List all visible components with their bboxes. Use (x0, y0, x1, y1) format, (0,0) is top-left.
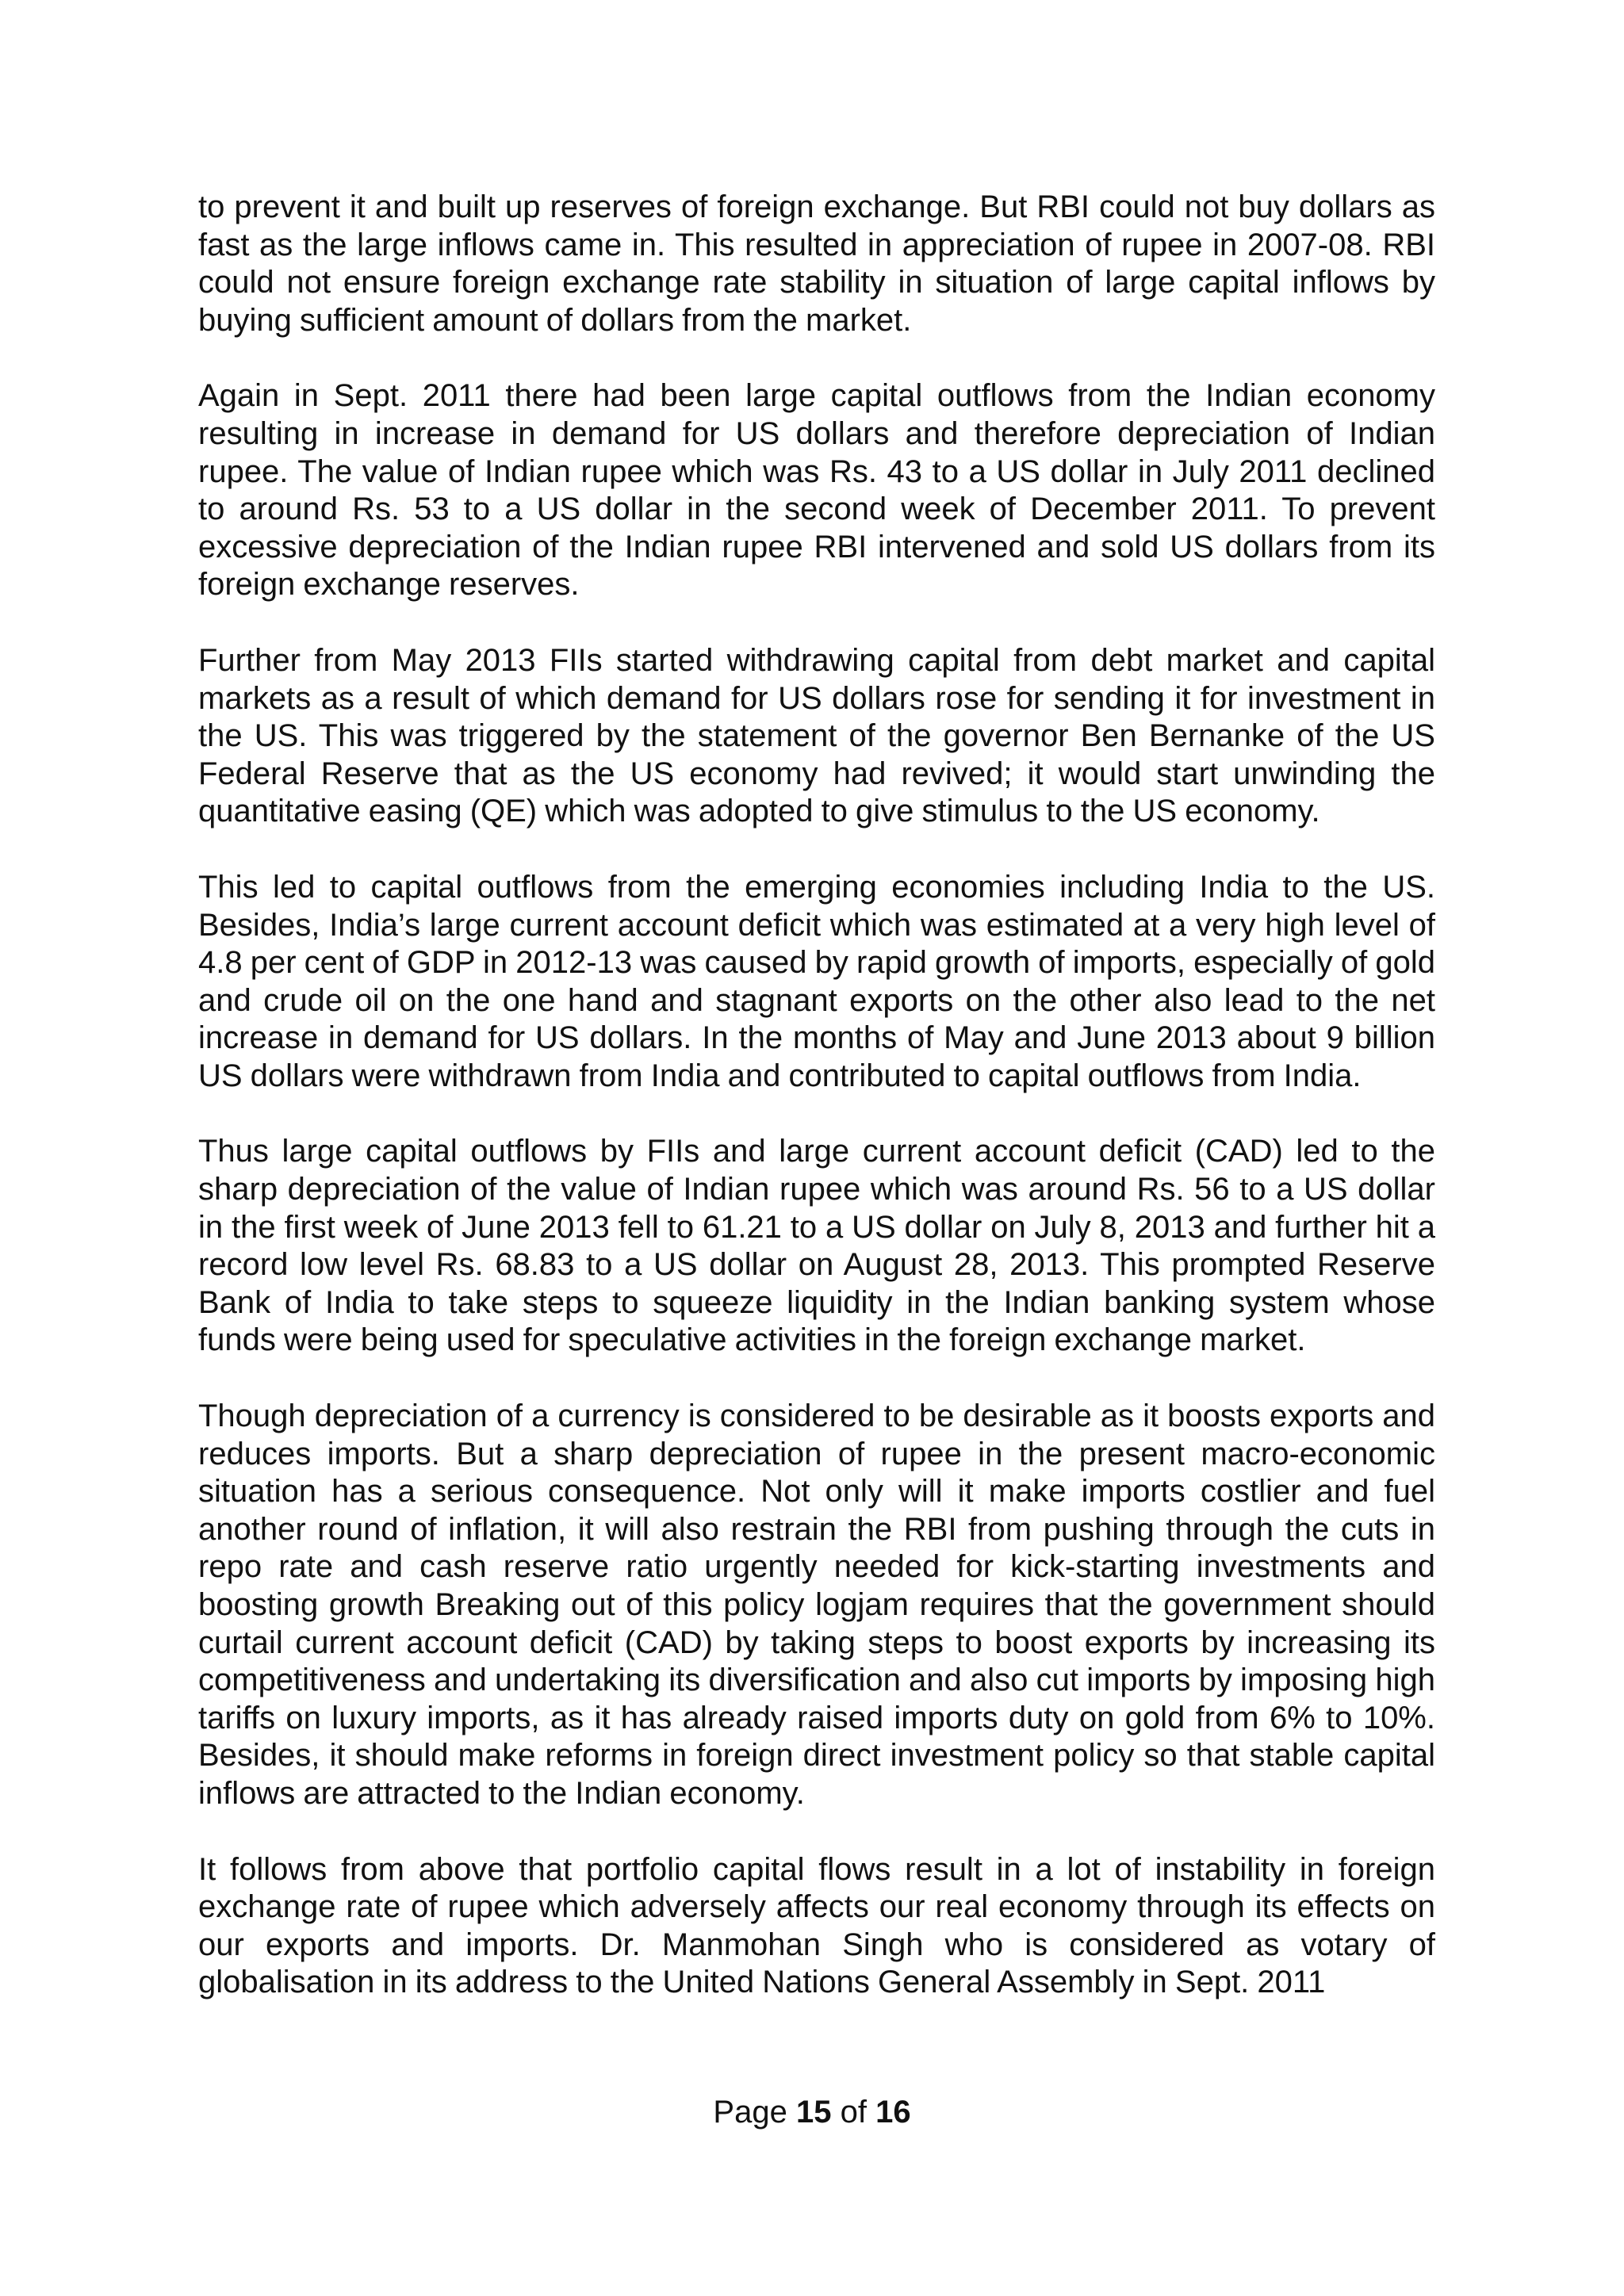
paragraph-4: This led to capital outflows from the emerging economies including India to the US. Besides, India’s large current account deficit which was estimated at a very high level of 4.8 per cent of GDP in 2012-13 was caused by rapid growth of imports, especially of gold and crude oil on the one hand and stagnant exports on the other also lead to the net increase in demand for US dollars. In the months of May and June 2013 about 9 billion US dollars were withdrawn from India and contributed to capital outflows from India. (198, 869, 1435, 1093)
paragraph-5: Thus large capital outflows by FIIs and large current account deficit (CAD) led to the sharp depreciation of the value of Indian rupee which was around Rs. 56 to a US dollar in the first week of June 2013 fell to 61.21 to a US dollar on July 8, 2013 and further hit a record low level Rs. 68.83 to a US dollar on August 28, 2013. This prompted Reserve Bank of India to take steps to squeeze liquidity in the Indian banking system whose funds were being used for speculative activities in the foreign exchange market. (198, 1134, 1435, 1358)
page-separator: of (840, 2095, 867, 2130)
paragraph-7: It follows from above that portfolio capital flows result in a lot of instability in foreign exchange rate of rupee which adversely affects our real economy through its effects on our exports and imports. Dr. Manmohan Singh who is considered as votary of globalisation in its address to the United Nations General Assembly in Sept. 2011 (198, 1851, 1435, 2000)
page-label: Page (713, 2095, 787, 2130)
document-body (198, 189, 1435, 2040)
paragraph-3: Further from May 2013 FIIs started withdrawing capital from debt market and capital markets as a result of which demand for US dollars rose for sending it for investment in the US. This was triggered by the statement of the governor Ben Bernanke of the US Federal Reserve that as the US economy had revived; it would start unwinding the quantitative easing (QE) which was adopted to give stimulus to the US economy. (198, 642, 1435, 829)
paragraph-1: to prevent it and built up reserves of foreign exchange. But RBI could not buy dollars as fast as the large inflows came in. This resulted in appreciation of rupee in 2007-08. RBI could not ensure foreign exchange rate stability in situation of large capital inflows by buying sufficient amount of dollars from the market. (198, 189, 1435, 338)
paragraph-2: Again in Sept. 2011 there had been large capital outflows from the Indian economy resulting in increase in demand for US dollars and therefore depreciation of Indian rupee. The value of Indian rupee which was Rs. 43 to a US dollar in July 2011 declined to around Rs. 53 to a US dollar in the second week of December 2011. To prevent excessive depreciation of the Indian rupee RBI intervened and sold US dollars from its foreign exchange reserves. (198, 378, 1435, 603)
page-total-number: 16 (875, 2095, 911, 2130)
page-current-number: 15 (795, 2095, 832, 2130)
page-footer (0, 2093, 1624, 2131)
paragraph-6: Though depreciation of a currency is considered to be desirable as it boosts exports and reduces imports. But a sharp depreciation of rupee in the present macro-economic situation has a serious consequence. Not only will it make imports costlier and fuel another round of inflation, it will also restrain the RBI from pushing through the cuts in repo rate and cash reserve ratio urgently needed for kick-starting investments and boosting growth Breaking out of this policy logjam requires that the government should curtail current account deficit (CAD) by taking steps to boost exports by increasing its competitiveness and undertaking its diversification and also cut imports by imposing high tariffs on luxury imports, as it has already raised imports duty on gold from 6% to 10%. Besides, it should make reforms in foreign direct investment policy so that stable capital inflows are attracted to the Indian economy. (198, 1399, 1435, 1811)
